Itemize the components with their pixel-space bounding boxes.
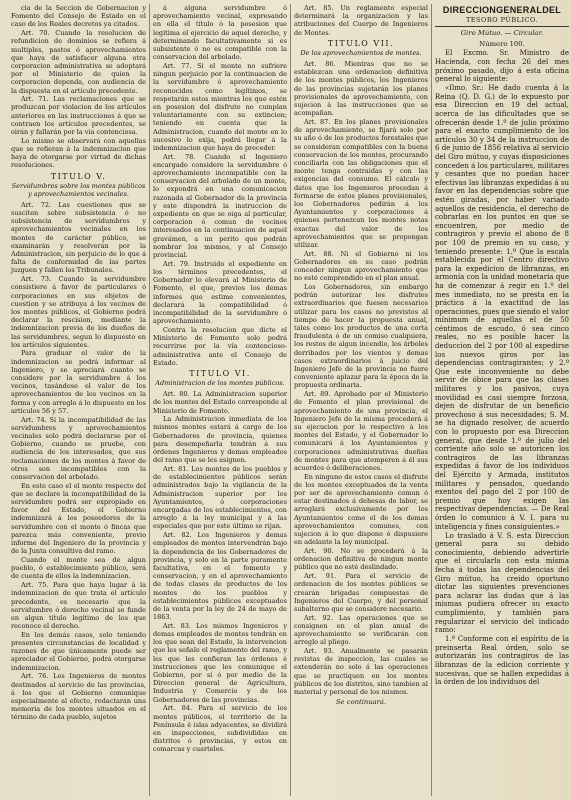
- title-vii-subheading: De los aprovechamientos de montes.: [300, 49, 422, 58]
- paragraph: 1.ª Conforme con el espíritu de la preinserta Real órden, solo se autorizarán los contragiros de las libranzas de la edicion corriente y sucesivas, que se hallen expedidas á la órden de los individuos del: [435, 635, 569, 687]
- paragraph: Los Gobernadores, sin embargo podrán autorizar los disfrutes extraordinarios que fuesen necesarios utilizar para los casos no previstos al tiempo de hacer la propuesta anual, tales como los productos de una corta fraudulenta ó de un comiso cualquiera, los restos de algun incendio, los árboles derribados por los vientos y demas casos extraordinarios á juicio del Ingeniero Jefe de la provincia no fuere conveniente aplazar para la época de la propuesta ordinaria.: [294, 283, 428, 390]
- article-71: Art. 71. Las reclamaciones que se produzcan por violacion de los artículos anteriores en las instrucciones á que se contraen los artículos precedentes, se oirán y fallarán por la via contenciosa.: [11, 95, 146, 137]
- article-75: Art. 75. Para que haya lugar á la indemnizacion de que trata el artículo precedente, es necesario que la servidumbre ó derecho vecinal se funde en algun título legítimo de los que reconoce el derecho.: [11, 581, 146, 631]
- article-81: Art. 81. Los montes de los pueblos y de establecimientos públicos serán administrados bajo la vigilancia de la Administracion superior por los Ayuntamientos, ó corporaciones encargadas de los establecimientos, con arreglo á la ley municipal y á las especiales que por este último se rijan.: [153, 464, 287, 531]
- circular-number: Número 100.: [479, 39, 525, 48]
- article-82: Art. 82. Los Ingenieros y demas empleados de montes intervendrán bajo la dependencia de los Gobernadores de provincia, y solo en la parte puramente facultativa, en el fomento y conservacion, y en el aprovechamiento de todas clases de productos de los montes de los pueblos y establecimientos públicos exceptuados de la venta por la ley de 24 de mayo de 1863.: [153, 531, 287, 622]
- article-78: Art. 78. Cuando el Ingeniero encargado considere la servidumbre ó aprovechamiento incompatible con la conservacion del arbolado de un monte, lo expondrá en una comunicacion razonada al Gobernador de la provincia y este dispondrá la instruccion de expediente en que se oiga al particular, corporacion ó comun de vecinos interesados en la continuacion de aquel gravámen, a un perito que podrán nombrar los mismos, y al Consejo provincial.: [153, 152, 287, 260]
- paragraph: «Ilmo. Sr.: He dado cuenta á la Reina (Q. D. G.) de lo expuesto por esa Direccion en 19 del actual, acerca de las dificultades que se ofrecerán desde 1.º de julio próximo para el exacto cumplimiento de los artículos 30 y 34 de la instruccion de 6 de junio de 1856 relativa al servicio del Giro mútuo, y cuyas disposiciones conceden á los particulares, militares y cesantes que no puedan hacer efectivas las libranzas expedidas á su favor en las dependencias sobre que estén giradas, por haber variado aquellos de residencia, el derecho de cobrarlas en los puntos en que se encuentren, por medio de contragiros y previo el abono de 8 por 100 de premio en su caso, y teniendo presente: 1.º Que la escala establecida por el Centro directivo para la expedicion de libranzas, en armonía con la unidad monetaria que ha de comenzar á regir en 1.º del mes inmediato, no se presta en la práctica á la exactitud de las operaciones, pues que siendo el valor mínimum de aquellas el de 50 céntimos de escudo, ó sea cinco reales, no es posible hacer la deduccion del 2 por 100 al expedirse los nuevos giros por las dependencias contragirantes; y 2.º Que este inconveniente no debe servir de óbice para que las clases militares y los pasivos, cuya movilidad es casi siempre forzosa, dejen de disfrutar de un beneficio provechoso á sus necesidades; S. M. se ha dignado resolver, de acuerdo con lo propuesto por esa Direccion general, que desde 1.º de julio del corriente año solo se autoricen los contragiros de las libranzas expedidas á favor de los individuos del Ejército y Armada, institutos militares y pensados, quedando exentos del pago del 2 por 100 de premio que hoy exigen las respectivas dependencias. — De Real órden lo comunico á V. I. para su inteligencia y fines consiguientes.»: [435, 84, 569, 531]
- title-v-heading: TITULO V.: [50, 171, 107, 181]
- article-84: Art. 84. Para el servicio de los montes públicos, el territorio de la Península é islas adyacentes, se dividirá en inspecciones, subdivididas en distritos ó provincias, y estos en comarcas y cuarteles.: [153, 704, 287, 754]
- article-79: Art. 79. Instruido el expediente en los términos precedentes, el Gobernador lo elevará al Ministerio de Fomento, el que, previos los demas informes que estime convenientes, declarará la compatibilidad ó incompatibilidad de la servidumbre ó aprovechamiento.: [153, 259, 287, 326]
- article-74: Art. 74. Si la incompatibilidad de las servidumbres y aprovechamientos vecinales solo podrá declararse por el Gobierno, cuando se pruebe, con audiencia de los interesados, que sus reclamaciones de los montes á favor de otros son incompatibles con la conservacion del arbolado.: [11, 415, 146, 481]
- article-86: Art. 86. Mientras que no se establezcan una ordenacion definitiva de los montes públicos, los Ingenieros de las provincias sujetarán los planes provisionales de aprovechamiento, con sujecion á las instrucciones que se acompañan.: [294, 60, 428, 118]
- article-91: Art. 91. Para el servicio de ordenacion de los montes públicos se crearán brigadas compuestas de Ingenieros del Cuerpo, y del personal subalterno que se considere necesario.: [294, 572, 428, 613]
- paragraph: Lo mismo se observará con aquellas que se refieran á la indemnizacion que haya de otorgarse por virtud de dichas resoluciones.: [11, 136, 146, 170]
- paragraph: Para graduar el valor de la indemnizacion se podrá informar al Ingeniero, y se apreciará cuanto se considere por la servidumbre á los vecinos, tasándose el valor de los aprovechamientos de los vecinos en la forma y con arreglo á lo dispuesto en los artículos 56 y 57.: [11, 349, 146, 415]
- article-87: Art. 87. En los planes provisionales de aprovechamiento, se fijará solo por su año ó de los productos forestales que se consideran compatibles con la buena conservacion de los montes, procurando conciliarla con las obligaciones que el monte tenga contraidas y con las exigencias del consumo. El cálculo y datos que los Ingenieros procedan á formarse de estos planes provisionales, los Gobernadores pedirán á los Ayuntamientos y corporaciones á quienes pertenezcan los montes notas exactas del valor de los aprovechamientos que se propongan utilizar.: [294, 117, 428, 249]
- article-89: Art. 89. Aprobado por el Ministerio de Fomento el plan provisional de aprovechamiento de una provincia, el Ingeniero Jefe de la misma procederá á su ejecucion por lo respectivo á los montes del Estado, y el Gobernador lo comunicará á los Ayuntamientos y corporaciones administrativas dueñas de montes para que atemperen á él sus acuerdos ó deliberaciones.: [294, 390, 428, 472]
- continued-note: Se continuará.: [335, 698, 387, 707]
- article-76: Art. 76. Los Ingenieros de montes destinados al servicio de las provincias, á los que el Gobierno comunique especialmente al efecto, redactarán una memoria de los montes situados en el término de cada pueblo, sujetos: [11, 672, 146, 722]
- article-73: Art. 73. Cuando la servidumbre consistiere á favor de particulares ó corporaciones en sus objetos de cuestion y se atribuya á los vecinos de los montes públicos, el Gobierno podrá declarar la rescision, mediante la indemnizacion previa de los dueños de las servidumbres, segun lo dispuesto en los artículos siguientes.: [11, 275, 146, 349]
- article-92: Art. 92. Las operaciones que se consignen en el plan anual de aprovechamiento se verificarán con arreglo al pliego.: [294, 613, 428, 647]
- article-88: Art. 88. Ni el Gobierno ni los Gobernadores en su caso podrán conceder ningun aprovechamiento que no esté comprendido en el plan anual.: [294, 249, 428, 283]
- column-2: [149, 4, 290, 796]
- article-83: Art. 83. Los mismos Ingenieros y demas empleados de montes tendrán en los que sean del Estado, la intervencion que les señale el reglamento del ramo, y les que les confieran las órdenes é instrucciones que les comunique el Gobierno, por sí ó por medio de la Direccion general de Agricultura, Industria y Comercio y de los Gobernadores de las provincias.: [153, 621, 287, 704]
- column-layout: [8, 4, 569, 796]
- column-1: [8, 4, 149, 796]
- circular-heading: Giro Mútuo. — Circular.: [460, 29, 544, 38]
- article-72: Art. 72. Las cuestiones que se susciten sobre subsistencia ó no subsistencia de servidumbres y aprovechamientos vecinales en los montes de carácter público, se examinarán y resolverán por la Administracion, sin perjuicio de lo que á falta de conformidad de las partes juzguen y fallen los Tribunales.: [11, 200, 146, 275]
- article-85: Art. 85. Un reglamento especial determinará la organizacion y las atribuciones del Cuerpo de Ingenieros de Montes.: [294, 4, 428, 37]
- article-90: Art. 90. No se procederá á la ordenacion definitiva de ningun monte público que no esté deslindado.: [294, 547, 428, 572]
- title-vii-heading: TITULO VII.: [327, 38, 395, 48]
- section-masthead: DIRECCIONGENERALDEL: [442, 5, 562, 15]
- paragraph: En los demás casos, solo teniendo presentes circunstancias de localidad y razones de que únicamente puede ser apreciador el Gobierno, podrá otorgarse indemnizacion.: [11, 630, 146, 672]
- column-4: [431, 4, 571, 796]
- paragraph: En ninguno de estos casos el disfrute de los montes exceptuados de la venta por ser de aprovechamiento comun ó estar destinados á dehesas de labor, se arreglará exclusivamente por los Ayuntamientos como el de los demas aprovechamientos comunes, con sujecion á lo que dispone ó dispusiere en adelante la ley municipal.: [294, 472, 428, 547]
- article-93: Art. 93. Anualmente se pasarán revistas de inspeccion, las cuales se extenderán no solo á las operaciones que se practiquen en los montes públicos de los distritos, sino tambien al material y personal de los mismos.: [294, 646, 428, 696]
- article-80: Art. 80. La Administracion superior de los montes del Estado corresponde al Ministerio de Fomento.: [153, 390, 287, 415]
- title-vi-subheading: Administracion de los montes públicos.: [155, 379, 285, 388]
- paragraph: El Excmo. Sr. Ministro de Hacienda, con fecha 26 del mes próximo pasado, dijo á esta oficina general lo siguiente:: [435, 49, 569, 84]
- title-v-subheading: Servidumbres sobre los montes públicos y aprovechamientos vecinales.: [11, 181, 146, 198]
- paragraph: Contra la resolucion que dicte el Ministerio de Fomento solo podrá recurrirse por la vía contencioso-administrativa ante el Consejo de Estado.: [153, 325, 287, 367]
- title-vi-heading: TITULO VI.: [189, 368, 251, 378]
- paragraph: La Administracion inmediata de los mismos montes estará á cargo de los Gobernadores de provincia, quienes para desempeñarla tendrán á sus órdenes Ingenieros y demas empleados del ramo que se les asignen.: [153, 415, 287, 465]
- paragraph: Cuando el monte sea de algun pueblo, ó establecimiento público, será de cuenta de ellos la indemnizacion.: [11, 556, 146, 581]
- paragraph: En este caso el el monte respecto del que se declare la incompatibilidad de la servidumbre podrá ser expropiado en favor del Estado, el Gobierno indemnizará á los poseedores de la servidumbre con el monte ó fincas que parezca más conveniente, previo informe del Ingeniero de la provincia y de la Junta consultiva del ramo.: [11, 481, 146, 556]
- article-70: Art. 70. Cuando la resolucion de refundicion de dominios se refiera á multiples, pastos ó aprovechamientos que haya de satisfacer alguna otra corporacion administrativa se adoptará por el Ministerio de quien la corporacion dependa, con audiencia de la dispuesta en el artículo precedente.: [11, 29, 146, 95]
- paragraph: á alguna servidumbre ó aprovechamiento vecinal, expresando en ella el título ó la posesion que legitima el ejercicio de aquel derecho, y determinando facultativamente si es subsistente ó no es compatible con la conservacion del arbolado.: [153, 4, 287, 62]
- divider: [435, 26, 569, 27]
- paragraph: cia de la Seccion de Gobernacion y Fomento del Consejo de Estado en el caso de los Reales decretos ya citados.: [11, 4, 146, 29]
- article-77: Art. 77. Si el monte no sufriere ningun perjuicio por la continuacion de la servidumbre ó aprovechamiento reconocidos como legítimos, se respetarán estos mientras los que estén en posesion del disfrute no cumplan voluntariamente con su extincion; teniendo en cuenta que la Administracion, cuando del monte en lo sucesivo lo exija, podrá llegar á la indemnizacion que haya de preceder.: [153, 61, 287, 152]
- column-3: [290, 4, 431, 796]
- paragraph: Lo traslado á V. S. esta Direccion general para su debido conocimiento, debiendo advertirle que el circularla con esta misma fecha á todas las dependencias del Giro mútuo, ha creido oportuno dictar las siguientes prevenciones para aclarar las dudas que á las mismas pudiera ofrecer su exacto cumplimiento, y también para regularizar el servicio del indicado ramo:: [435, 531, 569, 635]
- section-subhead: TESORO PÚBLICO.: [465, 15, 539, 24]
